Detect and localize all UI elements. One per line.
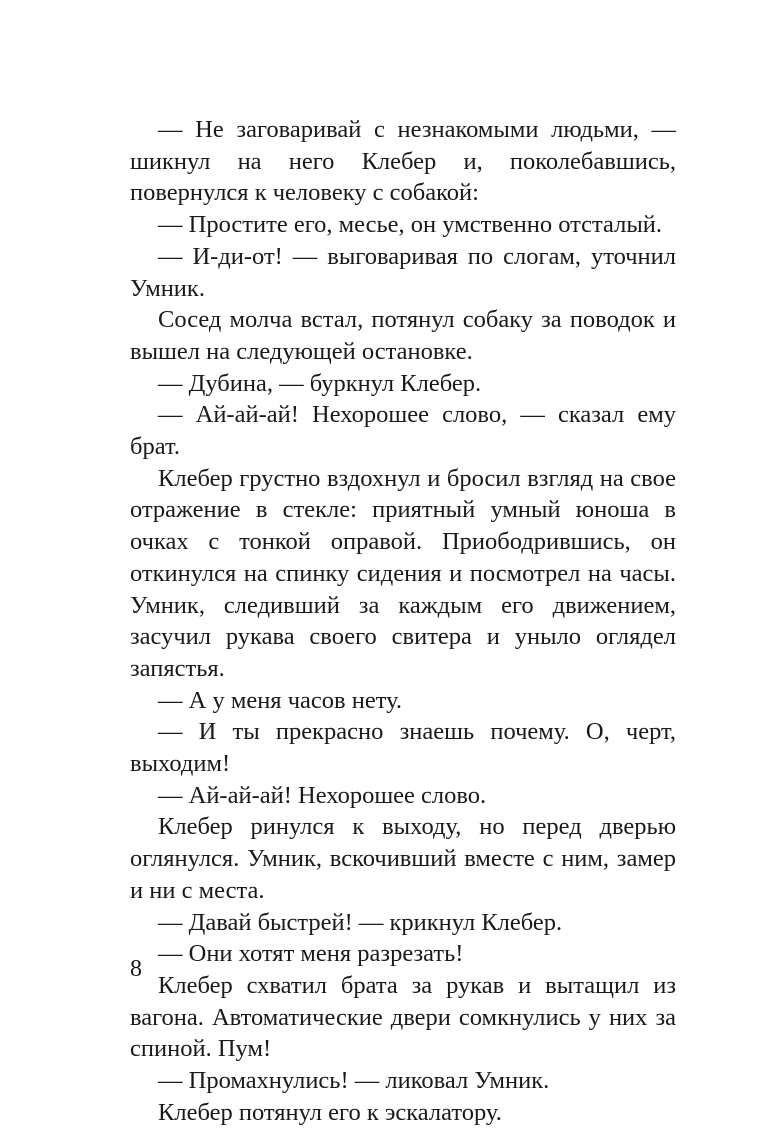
paragraph: — И-ди-от! — выговаривая по слогам, уточнил Умник. bbox=[130, 242, 676, 302]
paragraph: Клебер потянул его к эскалатору. bbox=[158, 1098, 502, 1126]
paragraph: — А у меня часов нету. bbox=[158, 686, 403, 714]
paragraph: Клебер грустно вздохнул и бросил взгляд на свое отражение в стекле: приятный умный юноша в очках с тонкой оправой. Приободрившись, он откинулся на спинку сидения и посмотрел на часы. Умник, следивший за каждым его движением, засучил рукава своего свитера и уныло оглядел запястья. bbox=[130, 464, 676, 682]
paragraph: — Не заговаривай с незнакомыми людьми, — шикнул на него Клебер и, поколебавшись, повернулся к человеку с собакой: bbox=[130, 116, 676, 207]
page-number: 8 bbox=[130, 956, 142, 982]
paragraph: — Ай-ай-ай! Нехорошее слово, — сказал ему брат. bbox=[130, 401, 676, 461]
paragraph: — Они хотят меня разрезать! bbox=[158, 940, 464, 968]
paragraph: Клебер ринулся к выходу, но перед дверью оглянулся. Умник, вскочивший вместе с ним, замер и ни с места. bbox=[130, 813, 676, 904]
paragraph: — Промахнулись! — ликовал Умник. bbox=[158, 1067, 550, 1095]
paragraph: — Давай быстрей! — крикнул Клебер. bbox=[158, 908, 563, 936]
paragraph: — Простите его, месье, он умственно отсталый. bbox=[158, 211, 663, 239]
paragraph: Сосед молча встал, потянул собаку за поводок и вышел на следующей остановке. bbox=[130, 306, 676, 365]
body-text bbox=[130, 114, 676, 1129]
paragraph: — И ты прекрасно знаешь почему. О, черт, выходим! bbox=[130, 718, 676, 778]
paragraph: — Дубина, — буркнул Клебер. bbox=[158, 369, 482, 397]
paragraph: Клебер схватил брата за рукав и вытащил из вагона. Автоматические двери сомкнулись у них за спиной. Пум! bbox=[130, 971, 676, 1063]
paragraph: — Ай-ай-ай! Нехорошее слово. bbox=[158, 781, 487, 809]
